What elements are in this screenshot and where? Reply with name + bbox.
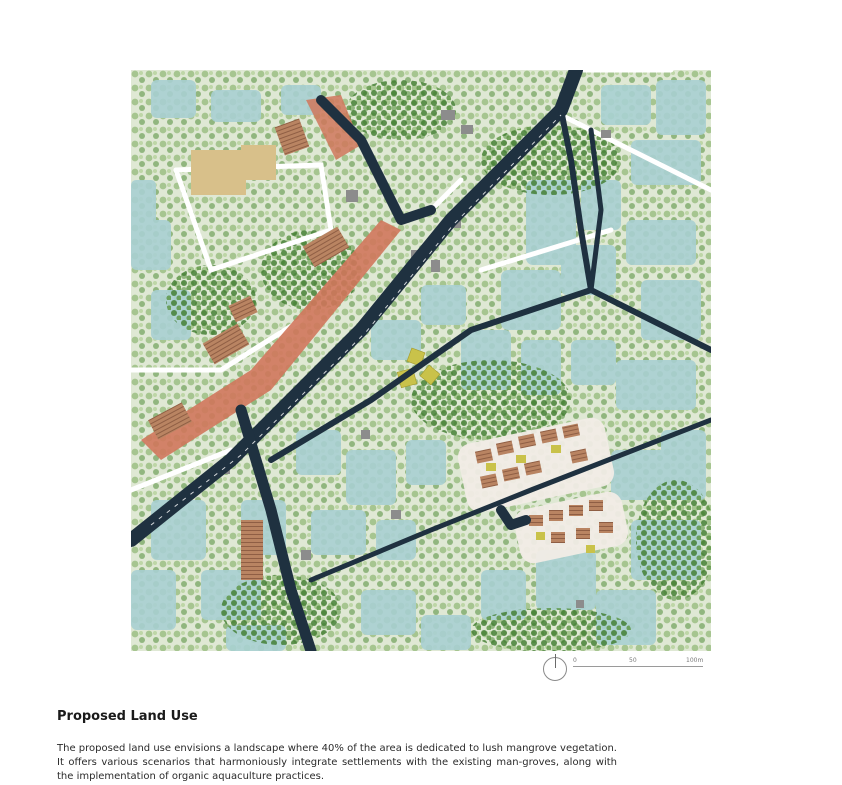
scale-tick-100m: 100m xyxy=(686,657,704,664)
scale-tick-0: 0 xyxy=(573,657,577,664)
land-use-map-svg xyxy=(131,70,711,651)
scale-tick-50: 50 xyxy=(629,657,637,664)
farmland-east xyxy=(241,145,276,180)
scale-bar xyxy=(543,655,713,687)
scale-line xyxy=(573,666,703,667)
page-title: Proposed Land Use xyxy=(57,709,198,724)
caption-text: The proposed land use envisions a landscape where 40% of the area is dedicated to lush mangrove vegetation. It offers various scenarios that harmoniously integrate settlements with the existing man-groves, along with the implementation of organic aquaculture practices. xyxy=(57,743,617,782)
north-arrow-icon xyxy=(543,657,567,681)
land-use-map xyxy=(131,70,711,651)
farmland-west xyxy=(191,150,246,195)
